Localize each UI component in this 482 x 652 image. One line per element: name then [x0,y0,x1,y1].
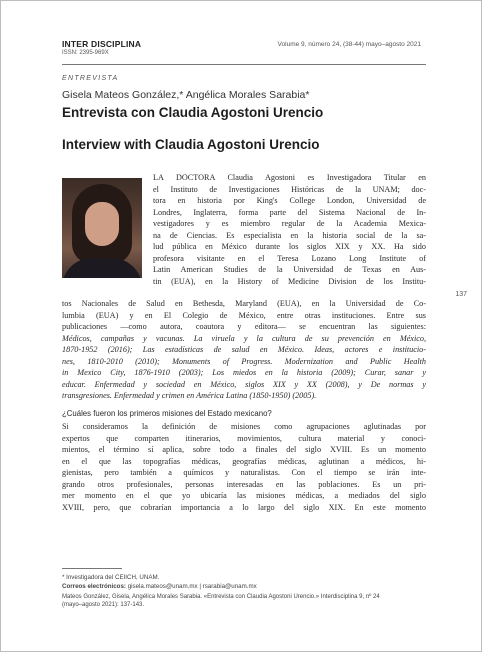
text-line: nes, 1810-2010 (2010); Monuments of Progress. Modernization and Public Health [62,356,426,366]
interview-question: ¿Cuáles fueron los primeros misiones del Estado mexicano? [62,409,272,418]
text-line: gienistas, pero también a químicos y naturalistas. Con el tiempo se irán inte- [62,468,426,477]
footnote-emails [62,583,257,590]
authors-line: Gisela Mateos González,* Angélica Morales Sarabia* [62,89,310,101]
text-line: en el que las topografías médicas, geografías médicas, aglutinan a médicos, hi- [62,456,426,466]
text-line: Latin American Studies de la Universidad de Texas en Aus- [153,265,426,274]
text-line: in Mexico City, 1876-1910 (2003); Los miedos en la historia (2009); Curar, sanar y [62,368,426,377]
page-number: 137 [455,291,467,298]
text-line: LA DOCTORA Claudia Agostoni es Investigadora Titular en [153,173,426,182]
text-line: Si consideramos la definición de misiones como agrupaciones aglutinadas por [62,422,426,431]
text-line: tin (EUA), en la History of Medicine Division de los Institu- [153,276,426,286]
text-line: mer momento en el que yo ubicaría las misiones médicas, a mediados del siglo [62,491,426,500]
text-line: na de Ciencias. Es especialista en la historia social de la sa- [153,230,426,240]
citation-line: Mateos González, Gisela, Angélica Morales Sarabia. «Entrevista con Claudia Agostoni Urencio.» Interdisciplina 9, nº 24 [62,594,380,600]
text-line: lud pública en México durante los siglos XIX y XX. Ha sido [153,242,426,251]
header-rule [62,64,426,65]
title-english: Interview with Claudia Agostoni Urencio [62,137,320,152]
footnote-rule [62,568,122,569]
text-line: el Instituto de Investigaciones Históricas de la UNAM; doc- [153,184,426,194]
text-line: educar. Enfermedad y sociedad en México, siglos XIX y XX (2008), y De normas y [62,379,426,389]
text-line: 1870-1952 (2016); Las estadísticas de salud en México. Ideas, actores e institucio- [62,345,426,354]
text-line: publicaciones —como autora, coautora y editora— se encuentran las siguientes: [62,322,426,331]
text-line: Médicos, campañas y vacunas. La viruela y la cultura de su prevención en México, [62,333,426,343]
portrait-photo [62,178,142,278]
citation-line: (mayo–agosto 2021): 137-143. [62,602,145,608]
title-spanish: Entrevista con Claudia Agostoni Urencio [62,105,324,120]
text-line: tos Nacionales de Salud en Bethesda, Maryland (EUA), en la Universidad de Co- [62,299,426,308]
text-line: mientos, el término sí aplica, sobre todo a finales del siglo XVIII. Es un momento [62,445,426,454]
text-line: grando otros profesionales, personas interesadas en las poblaciones. Es un pri- [62,479,426,489]
text-line: expertos que comparten itinerarios, movimientos, cultura material y conoci- [62,433,426,443]
text-line: tora en historia por King's College London, Universidad de [153,196,426,205]
journal-issn: ISSN: 2395-969X [62,50,109,56]
journal-name: INTER DISCIPLINA [62,39,142,49]
interview-answer [62,421,426,513]
emails-value: gisela.mateos@unam.mx | rsarabia@unam.mx [127,583,257,590]
footnote-affiliation: * Investigadora del CEIICH, UNAM. [62,574,160,581]
emails-label: Correos electrónicos: [62,583,126,590]
bio-wrapped-paragraph [153,172,426,287]
citation [62,593,426,609]
volume-info: Volume 9, número 24, (38-44) mayo–agosto 2021 [277,41,421,48]
text-line: vestigadores y es miembro regular de la Academia Mexica- [153,219,426,228]
text-line: transgresiones. Enfermedad y crimen en América Latina (1850-1950) (2005). [62,391,317,400]
journal-header [62,39,141,56]
bio-full-paragraph [62,298,426,402]
text-line: XVIII, pero, que cobrarían importancia a lo largo del siglo XIX. En este momento [62,502,426,512]
section-label: ENTREVISTA [62,75,119,82]
text-line: lumbia (EUA) y en El Colegio de México, entre otras instituciones. Entre sus [62,310,426,320]
text-line: Londres, Inglaterra, forma parte del Sistema Nacional de In- [153,207,426,217]
text-line: profesora visitante en el Teresa Lozano Long Institute of [153,253,426,263]
